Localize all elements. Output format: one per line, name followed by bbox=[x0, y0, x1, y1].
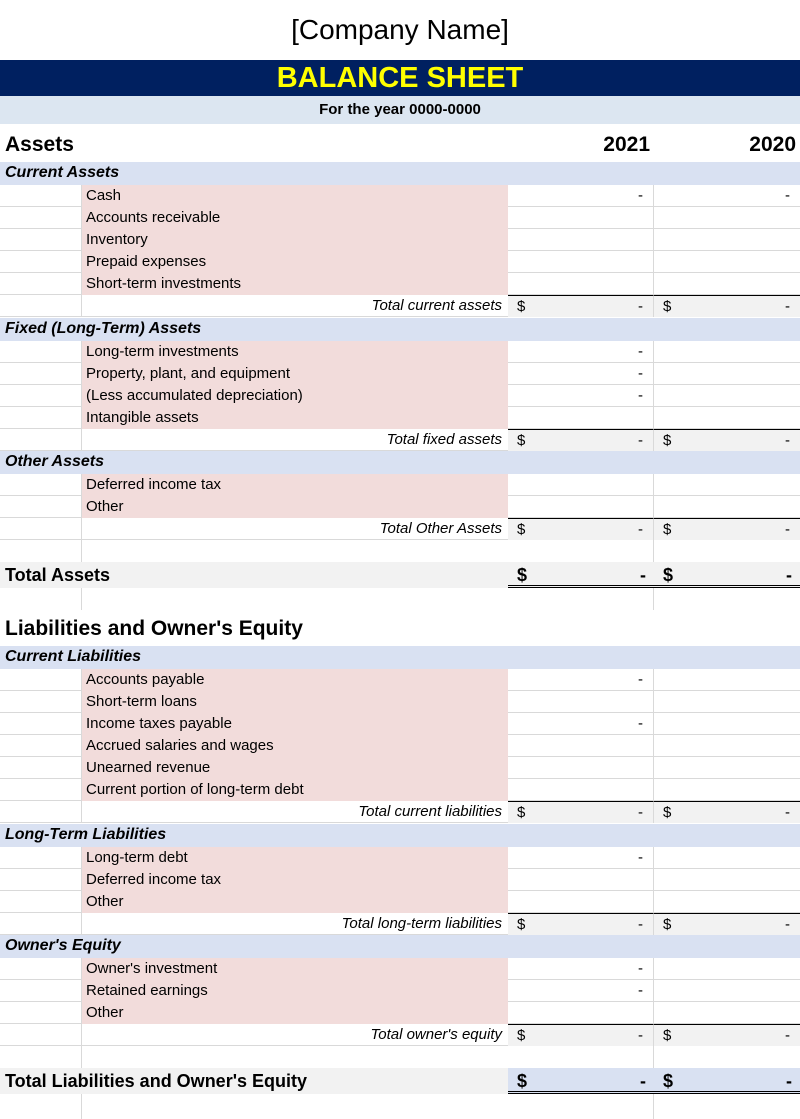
assets-header-row bbox=[0, 124, 800, 162]
currency-symbol: $ bbox=[663, 804, 672, 821]
subtotal-2021[interactable] bbox=[508, 1024, 654, 1046]
subtotal-label: Total long-term liabilities bbox=[82, 913, 508, 935]
table-row bbox=[0, 779, 800, 801]
table-row bbox=[0, 229, 800, 251]
subtotal-label: Total current liabilities bbox=[82, 801, 508, 823]
value-2020[interactable] bbox=[654, 779, 800, 801]
value-2020[interactable] bbox=[654, 735, 800, 757]
section-label: Owner's Equity bbox=[5, 937, 121, 954]
row-label[interactable]: (Less accumulated depreciation) bbox=[82, 385, 508, 407]
value-2021[interactable] bbox=[508, 251, 654, 273]
liabilities-heading: Liabilities and Owner's Equity bbox=[5, 617, 303, 640]
currency-symbol: $ bbox=[517, 432, 526, 449]
value-2020[interactable] bbox=[654, 891, 800, 913]
table-row bbox=[0, 713, 800, 735]
subtotal-2020[interactable] bbox=[654, 913, 800, 935]
currency-symbol: $ bbox=[517, 565, 528, 585]
liabilities-header-row bbox=[0, 612, 800, 646]
currency-symbol: $ bbox=[663, 432, 672, 449]
grand-total-2021[interactable] bbox=[508, 1068, 654, 1094]
row-label[interactable]: Accounts payable bbox=[82, 669, 508, 691]
grand-total-label: Total Liabilities and Owner's Equity bbox=[0, 1068, 508, 1094]
row-label[interactable]: Income taxes payable bbox=[82, 713, 508, 735]
currency-symbol: $ bbox=[663, 1071, 674, 1091]
value-2020[interactable] bbox=[654, 229, 800, 251]
row-label[interactable]: Other bbox=[82, 1002, 508, 1024]
row-label[interactable]: Long-term investments bbox=[82, 341, 508, 363]
section-label: Long-Term Liabilities bbox=[5, 826, 167, 843]
period-line[interactable]: For the year 0000-0000 bbox=[0, 96, 800, 124]
value-2021[interactable] bbox=[508, 891, 654, 913]
subtotal-label: Total Other Assets bbox=[82, 518, 508, 540]
value-2021[interactable] bbox=[508, 779, 654, 801]
value-2020[interactable] bbox=[654, 474, 800, 496]
value-2021[interactable] bbox=[508, 207, 654, 229]
spacer-row bbox=[0, 1094, 800, 1119]
currency-symbol: $ bbox=[517, 916, 526, 933]
value-2020[interactable] bbox=[654, 691, 800, 713]
subtotal-value: - bbox=[638, 804, 643, 821]
subtotal-row bbox=[0, 1024, 800, 1046]
value-2021[interactable] bbox=[508, 407, 654, 429]
currency-symbol: $ bbox=[663, 1027, 672, 1044]
row-label[interactable]: Property, plant, and equipment bbox=[82, 363, 508, 385]
value-2021[interactable]: - bbox=[508, 385, 654, 407]
currency-symbol: $ bbox=[663, 298, 672, 315]
subtotal-2021[interactable] bbox=[508, 913, 654, 935]
currency-symbol: $ bbox=[663, 565, 674, 585]
section-label: Current Liabilities bbox=[5, 648, 142, 665]
table-row bbox=[0, 496, 800, 518]
currency-symbol: $ bbox=[517, 298, 526, 315]
row-label[interactable]: Accrued salaries and wages bbox=[82, 735, 508, 757]
table-row bbox=[0, 363, 800, 385]
value-2021[interactable] bbox=[508, 273, 654, 295]
table-row bbox=[0, 1002, 800, 1024]
spacer-row bbox=[0, 540, 800, 562]
table-row bbox=[0, 474, 800, 496]
value-2021[interactable]: - bbox=[508, 669, 654, 691]
value-2020[interactable] bbox=[654, 251, 800, 273]
table-row bbox=[0, 757, 800, 779]
row-label[interactable]: Other bbox=[82, 891, 508, 913]
value-2021[interactable] bbox=[508, 229, 654, 251]
company-name[interactable]: [Company Name] bbox=[0, 0, 800, 60]
value-2021[interactable]: - bbox=[508, 958, 654, 980]
grand-total-2021[interactable] bbox=[508, 562, 654, 588]
table-row bbox=[0, 958, 800, 980]
table-row bbox=[0, 847, 800, 869]
subtotal-2021[interactable] bbox=[508, 295, 654, 317]
year-2020-header[interactable]: 2020 bbox=[749, 133, 796, 156]
subtotal-row bbox=[0, 429, 800, 451]
section-owners-equity bbox=[0, 935, 800, 958]
grand-total-assets-row bbox=[0, 562, 800, 588]
subtotal-2020[interactable] bbox=[654, 518, 800, 540]
row-label[interactable]: Short-term investments bbox=[82, 273, 508, 295]
spacer-row bbox=[0, 588, 800, 610]
value-2021[interactable] bbox=[508, 757, 654, 779]
value-2020[interactable] bbox=[654, 273, 800, 295]
grand-total-2020[interactable] bbox=[654, 562, 800, 588]
section-long-term-liabilities bbox=[0, 824, 800, 847]
row-label[interactable]: Inventory bbox=[82, 229, 508, 251]
currency-symbol: $ bbox=[517, 1027, 526, 1044]
subtotal-2020[interactable] bbox=[654, 1024, 800, 1046]
value-2020[interactable] bbox=[654, 869, 800, 891]
subtotal-2021[interactable] bbox=[508, 429, 654, 451]
row-label[interactable]: Intangible assets bbox=[82, 407, 508, 429]
table-row bbox=[0, 273, 800, 295]
currency-symbol: $ bbox=[663, 521, 672, 538]
subtotal-value: - bbox=[638, 1027, 643, 1044]
subtotal-value: - bbox=[785, 804, 790, 821]
row-label[interactable]: Other bbox=[82, 496, 508, 518]
value-2021[interactable] bbox=[508, 496, 654, 518]
currency-symbol: $ bbox=[517, 804, 526, 821]
subtotal-row bbox=[0, 913, 800, 935]
table-row bbox=[0, 980, 800, 1002]
grand-total-2020[interactable] bbox=[654, 1068, 800, 1094]
value-2020[interactable] bbox=[654, 1002, 800, 1024]
table-row bbox=[0, 185, 800, 207]
subtotal-row bbox=[0, 295, 800, 317]
row-label[interactable]: Owner's investment bbox=[82, 958, 508, 980]
subtotal-label: Total fixed assets bbox=[82, 429, 508, 451]
table-row bbox=[0, 207, 800, 229]
subtotal-2020[interactable] bbox=[654, 295, 800, 317]
subtotal-value: - bbox=[785, 298, 790, 315]
subtotal-2020[interactable] bbox=[654, 801, 800, 823]
section-label: Fixed (Long-Term) Assets bbox=[5, 320, 202, 337]
table-row bbox=[0, 691, 800, 713]
table-row bbox=[0, 385, 800, 407]
subtotal-2020[interactable] bbox=[654, 429, 800, 451]
row-label[interactable]: Prepaid expenses bbox=[82, 251, 508, 273]
value-2020[interactable]: - bbox=[654, 185, 800, 207]
table-row bbox=[0, 735, 800, 757]
value-2021[interactable]: - bbox=[508, 363, 654, 385]
subtotal-label: Total current assets bbox=[82, 295, 508, 317]
value-2021[interactable] bbox=[508, 1002, 654, 1024]
value-2020[interactable] bbox=[654, 757, 800, 779]
value-2020[interactable] bbox=[654, 713, 800, 735]
value-2020[interactable] bbox=[654, 385, 800, 407]
subtotal-value: - bbox=[638, 521, 643, 538]
subtotal-row bbox=[0, 801, 800, 823]
value-2021[interactable]: - bbox=[508, 980, 654, 1002]
row-label[interactable]: Deferred income tax bbox=[82, 869, 508, 891]
subtotal-value: - bbox=[785, 521, 790, 538]
value-2020[interactable] bbox=[654, 363, 800, 385]
grand-total-value: - bbox=[640, 1071, 646, 1091]
grand-total-label: Total Assets bbox=[0, 562, 508, 588]
table-row bbox=[0, 891, 800, 913]
grand-total-liabilities-row bbox=[0, 1068, 800, 1094]
row-label[interactable]: Cash bbox=[82, 185, 508, 207]
table-row bbox=[0, 251, 800, 273]
grand-total-value: - bbox=[786, 1071, 792, 1091]
sheet-title: BALANCE SHEET bbox=[0, 60, 800, 96]
grand-total-value: - bbox=[786, 565, 792, 585]
currency-symbol: $ bbox=[517, 521, 526, 538]
value-2021[interactable] bbox=[508, 474, 654, 496]
value-2021[interactable] bbox=[508, 735, 654, 757]
section-label: Current Assets bbox=[5, 164, 120, 181]
section-current-liabilities bbox=[0, 646, 800, 669]
value-2020[interactable] bbox=[654, 669, 800, 691]
subtotal-2021[interactable] bbox=[508, 801, 654, 823]
value-2021[interactable] bbox=[508, 869, 654, 891]
row-label[interactable]: Unearned revenue bbox=[82, 757, 508, 779]
value-2021[interactable]: - bbox=[508, 847, 654, 869]
subtotal-row bbox=[0, 518, 800, 540]
table-row bbox=[0, 407, 800, 429]
spacer-row bbox=[0, 1046, 800, 1068]
year-2021-header[interactable]: 2021 bbox=[603, 133, 650, 156]
section-other-assets bbox=[0, 451, 800, 474]
subtotal-label: Total owner's equity bbox=[82, 1024, 508, 1046]
value-2020[interactable] bbox=[654, 207, 800, 229]
row-label[interactable]: Deferred income tax bbox=[82, 474, 508, 496]
subtotal-value: - bbox=[638, 298, 643, 315]
currency-symbol: $ bbox=[663, 916, 672, 933]
row-label[interactable]: Accounts receivable bbox=[82, 207, 508, 229]
section-label: Other Assets bbox=[5, 453, 104, 470]
section-current-assets bbox=[0, 162, 800, 185]
subtotal-value: - bbox=[785, 916, 790, 933]
section-fixed-assets bbox=[0, 318, 800, 341]
value-2021[interactable] bbox=[508, 691, 654, 713]
value-2020[interactable] bbox=[654, 847, 800, 869]
row-label[interactable]: Short-term loans bbox=[82, 691, 508, 713]
value-2021[interactable]: - bbox=[508, 185, 654, 207]
value-2020[interactable] bbox=[654, 407, 800, 429]
subtotal-value: - bbox=[785, 432, 790, 449]
table-row bbox=[0, 341, 800, 363]
row-label[interactable]: Retained earnings bbox=[82, 980, 508, 1002]
table-row bbox=[0, 669, 800, 691]
value-2020[interactable] bbox=[654, 958, 800, 980]
subtotal-2021[interactable] bbox=[508, 518, 654, 540]
currency-symbol: $ bbox=[517, 1071, 528, 1091]
grand-total-value: - bbox=[640, 565, 646, 585]
subtotal-value: - bbox=[638, 432, 643, 449]
value-2020[interactable] bbox=[654, 980, 800, 1002]
row-label[interactable]: Long-term debt bbox=[82, 847, 508, 869]
subtotal-value: - bbox=[638, 916, 643, 933]
value-2021[interactable]: - bbox=[508, 713, 654, 735]
value-2021[interactable]: - bbox=[508, 341, 654, 363]
row-label[interactable]: Current portion of long-term debt bbox=[82, 779, 508, 801]
value-2020[interactable] bbox=[654, 341, 800, 363]
value-2020[interactable] bbox=[654, 496, 800, 518]
assets-heading: Assets bbox=[5, 133, 74, 156]
table-row bbox=[0, 869, 800, 891]
subtotal-value: - bbox=[785, 1027, 790, 1044]
